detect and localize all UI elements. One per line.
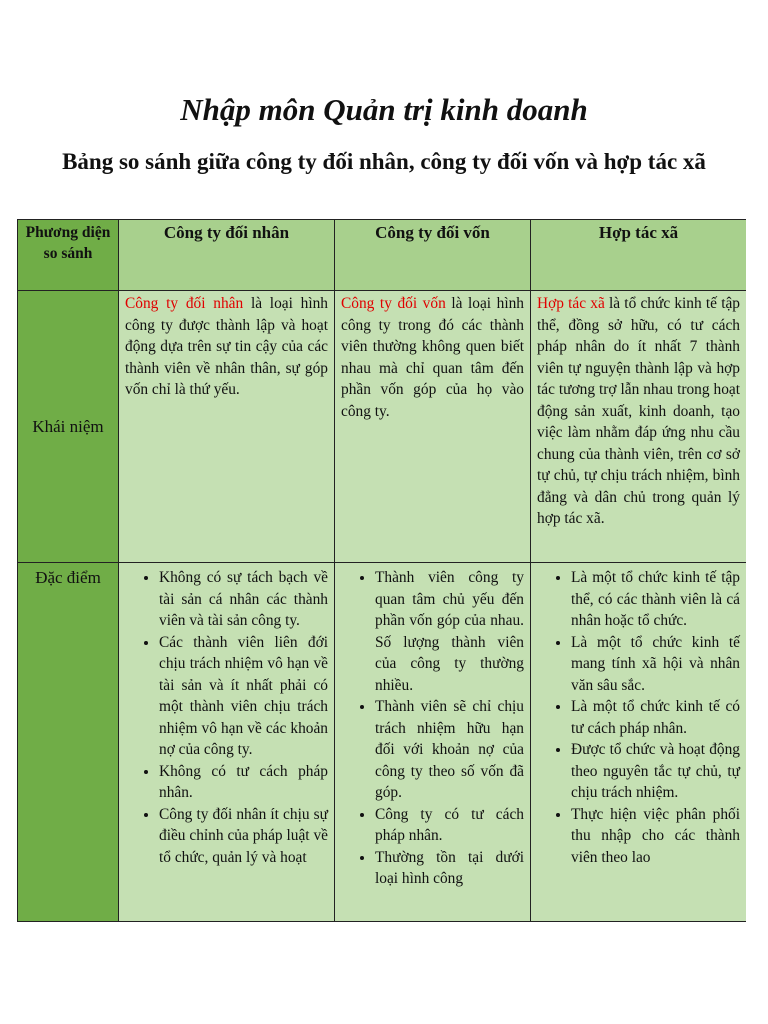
list-item: • Thành viên công ty quan tâm chủ yếu đến phần vốn góp của nhau. Số lượng thành viên của công ty thường nhiều.: [375, 567, 524, 696]
list-item: • Thành viên sẽ chỉ chịu trách nhiệm hữu hạn đối với khoản nợ của công ty theo số vốn đã góp.: [375, 696, 524, 804]
list-item: • Được tổ chức và hoạt động theo nguyên tắc tự chủ, tự chịu trách nhiệm.: [571, 739, 740, 804]
list-item: • Thực hiện việc phân phối thu nhập cho các thành viên theo lao: [571, 804, 740, 869]
cell-features-capital: [335, 563, 531, 923]
term-capital-company: Công ty đối vốn: [341, 295, 446, 312]
list-item: • Không có tư cách pháp nhân.: [159, 761, 328, 804]
cell-features-cooperative: [531, 563, 747, 923]
features-cooperative-list: [531, 567, 740, 868]
features-capital-list: [335, 567, 524, 890]
list-item: • Công ty đối nhân ít chịu sự điều chỉnh của pháp luật về tổ chức, quản lý và hoạt: [159, 804, 328, 869]
cell-concept-cooperative: [531, 291, 747, 563]
table-header-row: [18, 220, 747, 291]
row-label-features: Đặc điểm: [18, 563, 119, 923]
comparison-table: [17, 219, 746, 922]
header-criteria: Phương diện so sánh: [18, 220, 119, 291]
cell-concept-partnership: [119, 291, 335, 563]
concept-cooperative-text: là tổ chức kinh tế tập thể, đồng sở hữu, có tư cách pháp nhân do ít nhất 7 thành viên tự nguyện thành lập và hợp tác tương trợ lẫn nhau trong hoạt động sản xuất, kinh doanh, tạo việc làm nhằm đáp ứng nhu cầu chung của thành viên, trên cơ sở tự chủ, tự chịu trách nhiệm, bình đẳng và dân chủ trong quản lý hợp tác xã.: [537, 295, 740, 527]
list-item: • Công ty có tư cách pháp nhân.: [375, 804, 524, 847]
document-title: Nhập môn Quản trị kinh doanh: [180, 92, 588, 127]
list-item: • Là một tổ chức kinh tế có tư cách pháp nhân.: [571, 696, 740, 739]
list-item: • Thường tồn tại dưới loại hình công: [375, 847, 524, 890]
cell-concept-capital: [335, 291, 531, 563]
header-partnership-company: Công ty đối nhân: [119, 220, 335, 291]
list-item: • Là một tổ chức kinh tế mang tính xã hội và nhân văn sâu sắc.: [571, 632, 740, 697]
list-item: • Không có sự tách bạch về tài sản cá nhân các thành viên và tài sản công ty.: [159, 567, 328, 632]
list-item: • Là một tổ chức kinh tế tập thể, có các thành viên là cá nhân hoặc tổ chức.: [571, 567, 740, 632]
table-row-concept: [18, 291, 747, 563]
header-cooperative: Hợp tác xã: [531, 220, 747, 291]
document-subtitle: Bảng so sánh giữa công ty đối nhân, công ty đối vốn và hợp tác xã: [62, 149, 706, 174]
row-label-concept: Khái niệm: [18, 291, 119, 563]
features-partnership-list: [119, 567, 328, 868]
table-row-features: [18, 563, 747, 923]
comparison-table-container: [17, 219, 746, 922]
term-partnership-company: Công ty đối nhân: [125, 295, 244, 312]
header-capital-company: Công ty đối vốn: [335, 220, 531, 291]
concept-partnership-text: là loại hình công ty được thành lập và hoạt động dựa trên sự tin cậy của các thành viên về nhân thân, sự góp vốn chỉ là thứ yếu.: [125, 295, 329, 398]
term-cooperative: Hợp tác xã: [537, 295, 605, 312]
concept-capital-text: là loại hình công ty trong đó các thành viên thường không quen biết nhau mà chỉ quan tâm đến phần vốn góp của họ vào công ty.: [341, 295, 524, 420]
cell-features-partnership: [119, 563, 335, 923]
list-item: • Các thành viên liên đới chịu trách nhiệm vô hạn về tài sản và ít nhất phải có một thành viên chịu trách nhiệm vô hạn về các khoản nợ của công ty.: [159, 632, 328, 761]
